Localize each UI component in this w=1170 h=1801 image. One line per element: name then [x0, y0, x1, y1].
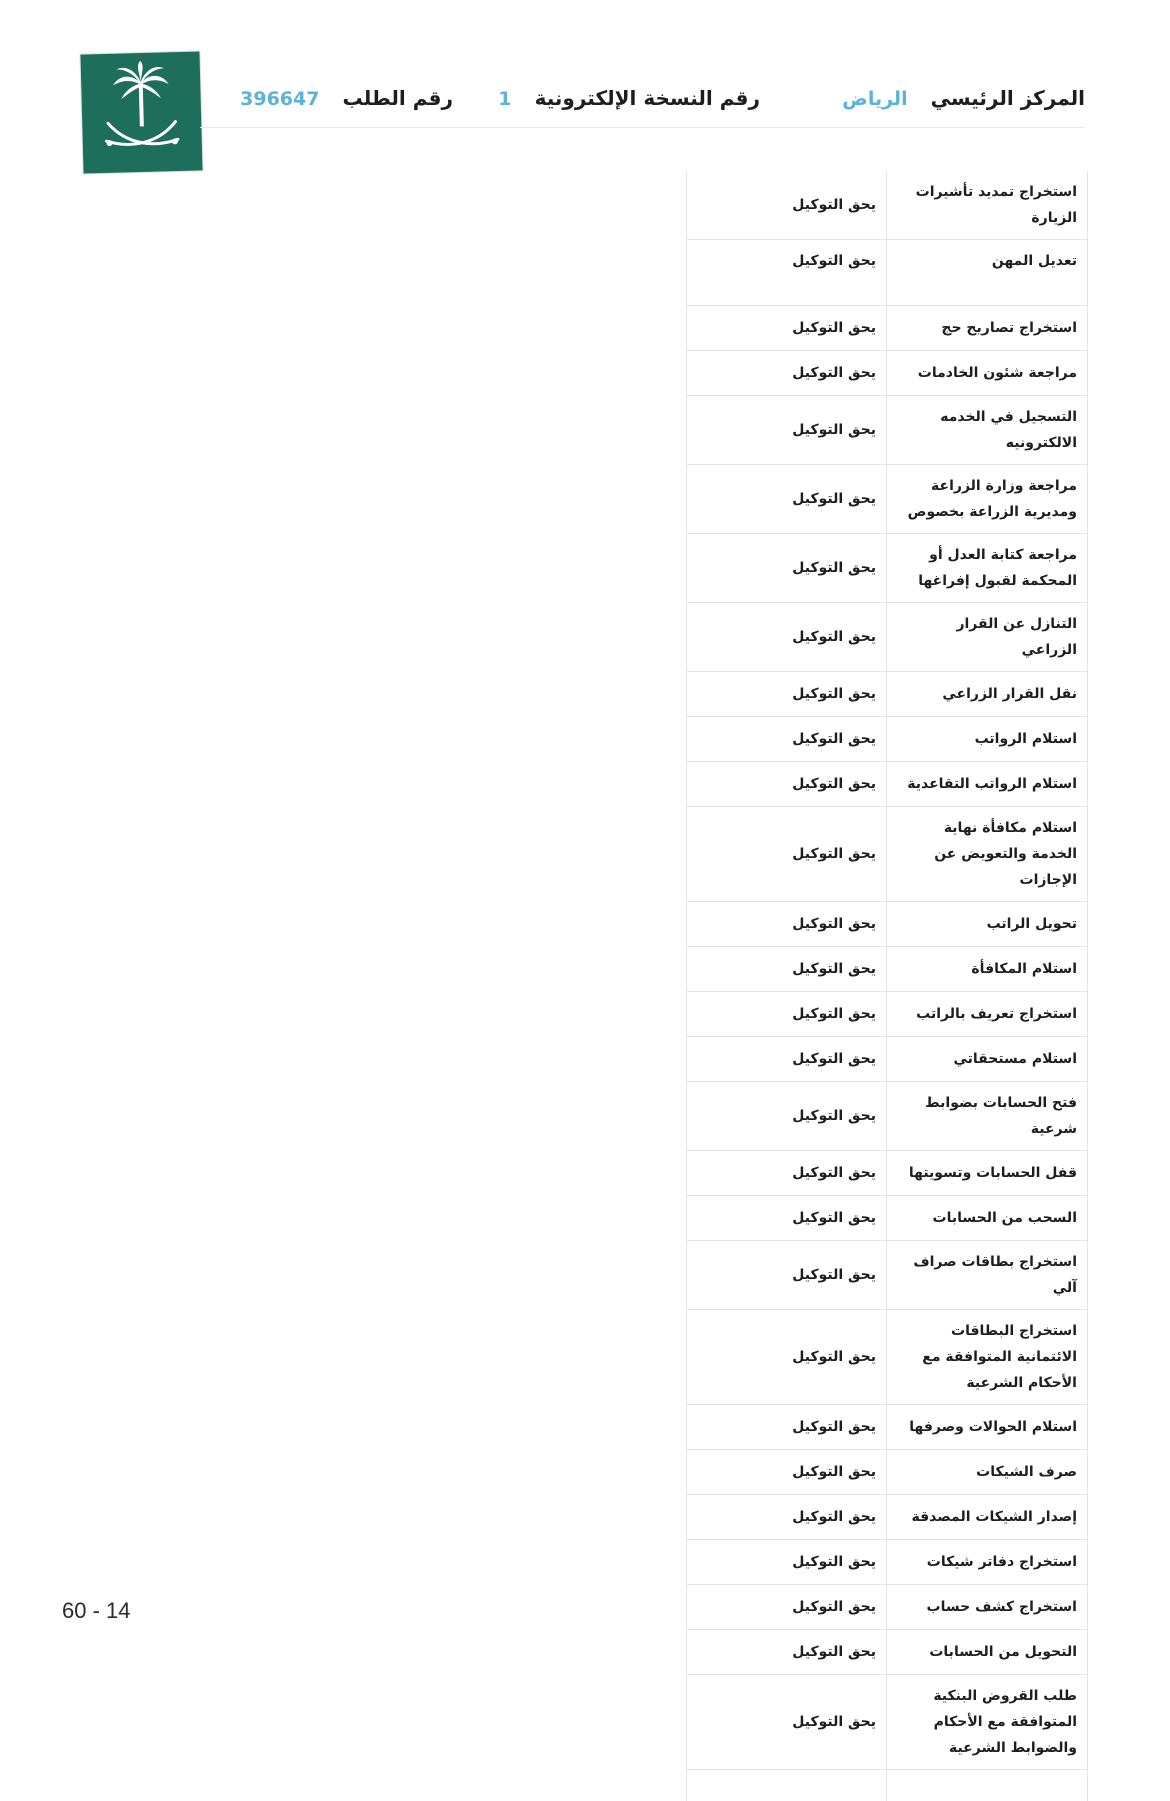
request-number-label: رقم الطلب	[343, 86, 453, 110]
center-label: المركز الرئيسي	[931, 86, 1085, 110]
service-name-cell: استخراج كشف حساب	[887, 1585, 1088, 1630]
empty-cell	[887, 1770, 1088, 1801]
permission-cell: يحق التوكيل	[687, 171, 887, 240]
service-name-cell: مراجعة وزارة الزراعة ومديرية الزراعة بخصوص	[887, 465, 1088, 534]
table-row-empty	[687, 1770, 1088, 1801]
center-value: الرياض	[842, 88, 907, 110]
permission-cell: يحق التوكيل	[687, 1495, 887, 1540]
permission-cell: يحق التوكيل	[687, 992, 887, 1037]
permission-cell: يحق التوكيل	[687, 396, 887, 465]
permission-cell: يحق التوكيل	[687, 717, 887, 762]
permission-cell: يحق التوكيل	[687, 1585, 887, 1630]
permission-cell: يحق التوكيل	[687, 465, 887, 534]
table-row	[687, 171, 1088, 240]
center-field	[842, 86, 1085, 110]
table-row	[687, 1037, 1088, 1082]
table-row	[687, 534, 1088, 603]
permission-cell: يحق التوكيل	[687, 1082, 887, 1151]
permission-cell: يحق التوكيل	[687, 1310, 887, 1405]
table-row	[687, 717, 1088, 762]
service-name-cell: التسجيل في الخدمه الالكترونيه	[887, 396, 1088, 465]
service-name-cell: فتح الحسابات بضوابط شرعية	[887, 1082, 1088, 1151]
service-name-cell: مراجعة كتابة العدل أو المحكمة لقبول إفراغها	[887, 534, 1088, 603]
document-header	[200, 80, 1085, 128]
permission-cell: يحق التوكيل	[687, 1037, 887, 1082]
table-row	[687, 1540, 1088, 1585]
table-row	[687, 902, 1088, 947]
permission-cell: يحق التوكيل	[687, 1450, 887, 1495]
table-row	[687, 465, 1088, 534]
empty-cell	[687, 1770, 887, 1801]
request-number-field	[240, 86, 453, 110]
table-row	[687, 1675, 1088, 1770]
saudi-emblem-logo	[80, 51, 202, 173]
table-row	[687, 1196, 1088, 1241]
permission-cell: يحق التوكيل	[687, 947, 887, 992]
service-name-cell: السحب من الحسابات	[887, 1196, 1088, 1241]
permissions-table-body	[687, 171, 1088, 1801]
permission-cell: يحق التوكيل	[687, 1196, 887, 1241]
table-row	[687, 1585, 1088, 1630]
permission-cell: يحق التوكيل	[687, 1241, 887, 1310]
table-row	[687, 240, 1088, 306]
permission-cell: يحق التوكيل	[687, 351, 887, 396]
service-name-cell: صرف الشيكات	[887, 1450, 1088, 1495]
table-row	[687, 351, 1088, 396]
permission-cell: يحق التوكيل	[687, 240, 887, 306]
service-name-cell: استلام الرواتب	[887, 717, 1088, 762]
table-row	[687, 1082, 1088, 1151]
service-name-cell: نقل القرار الزراعي	[887, 672, 1088, 717]
service-name-cell: استلام المكافأة	[887, 947, 1088, 992]
permissions-table	[686, 171, 1087, 1801]
service-name-cell: استخراج دفاتر شيكات	[887, 1540, 1088, 1585]
permission-cell: يحق التوكيل	[687, 1405, 887, 1450]
request-number-value: 396647	[240, 88, 319, 110]
table-row	[687, 1405, 1088, 1450]
permission-cell: يحق التوكيل	[687, 902, 887, 947]
table-row	[687, 603, 1088, 672]
service-name-cell: قفل الحسابات وتسويتها	[887, 1151, 1088, 1196]
copy-number-field	[498, 86, 760, 110]
table-row	[687, 1151, 1088, 1196]
service-name-cell: استخراج تصاريح حج	[887, 306, 1088, 351]
permission-cell: يحق التوكيل	[687, 1151, 887, 1196]
table-row	[687, 807, 1088, 902]
service-name-cell: استخراج تمديد تأشيرات الزيارة	[887, 171, 1088, 240]
service-name-cell: استلام الرواتب التقاعدية	[887, 762, 1088, 807]
table-row	[687, 306, 1088, 351]
permission-cell: يحق التوكيل	[687, 603, 887, 672]
table-row	[687, 762, 1088, 807]
permission-cell: يحق التوكيل	[687, 306, 887, 351]
table-row	[687, 947, 1088, 992]
permission-cell: يحق التوكيل	[687, 807, 887, 902]
service-name-cell: استخراج بطاقات صراف آلي	[887, 1241, 1088, 1310]
permission-cell: يحق التوكيل	[687, 762, 887, 807]
permission-cell: يحق التوكيل	[687, 1540, 887, 1585]
palm-swords-icon	[80, 51, 202, 173]
permission-cell: يحق التوكيل	[687, 1630, 887, 1675]
table-row	[687, 1450, 1088, 1495]
table-row	[687, 992, 1088, 1037]
table-row	[687, 396, 1088, 465]
table-row	[687, 1495, 1088, 1540]
permission-cell: يحق التوكيل	[687, 534, 887, 603]
table-row	[687, 1241, 1088, 1310]
copy-number-label: رقم النسخة الإلكترونية	[535, 86, 760, 110]
service-name-cell: استخراج تعريف بالراتب	[887, 992, 1088, 1037]
service-name-cell: طلب القروض البنكية المتوافقة مع الأحكام والضوابط الشرعية	[887, 1675, 1088, 1770]
copy-number-value: 1	[498, 88, 511, 110]
permission-cell: يحق التوكيل	[687, 672, 887, 717]
table-row	[687, 1310, 1088, 1405]
service-name-cell: إصدار الشيكات المصدقة	[887, 1495, 1088, 1540]
service-name-cell: تعديل المهن	[887, 240, 1088, 306]
service-name-cell: التحويل من الحسابات	[887, 1630, 1088, 1675]
service-name-cell: استلام مستحقاتي	[887, 1037, 1088, 1082]
service-name-cell: استخراج البطاقات الائتمانية المتوافقة مع الأحكام الشرعية	[887, 1310, 1088, 1405]
service-name-cell: مراجعة شئون الخادمات	[887, 351, 1088, 396]
service-name-cell: تحويل الراتب	[887, 902, 1088, 947]
service-name-cell: استلام مكافأة نهاية الخدمة والتعويض عن الإجازات	[887, 807, 1088, 902]
page-number: 60 - 14	[62, 1598, 131, 1624]
table-row	[687, 1630, 1088, 1675]
service-name-cell: استلام الحوالات وصرفها	[887, 1405, 1088, 1450]
permission-cell: يحق التوكيل	[687, 1675, 887, 1770]
table-row	[687, 672, 1088, 717]
header-divider	[200, 127, 1085, 128]
service-name-cell: التنازل عن القرار الزراعي	[887, 603, 1088, 672]
